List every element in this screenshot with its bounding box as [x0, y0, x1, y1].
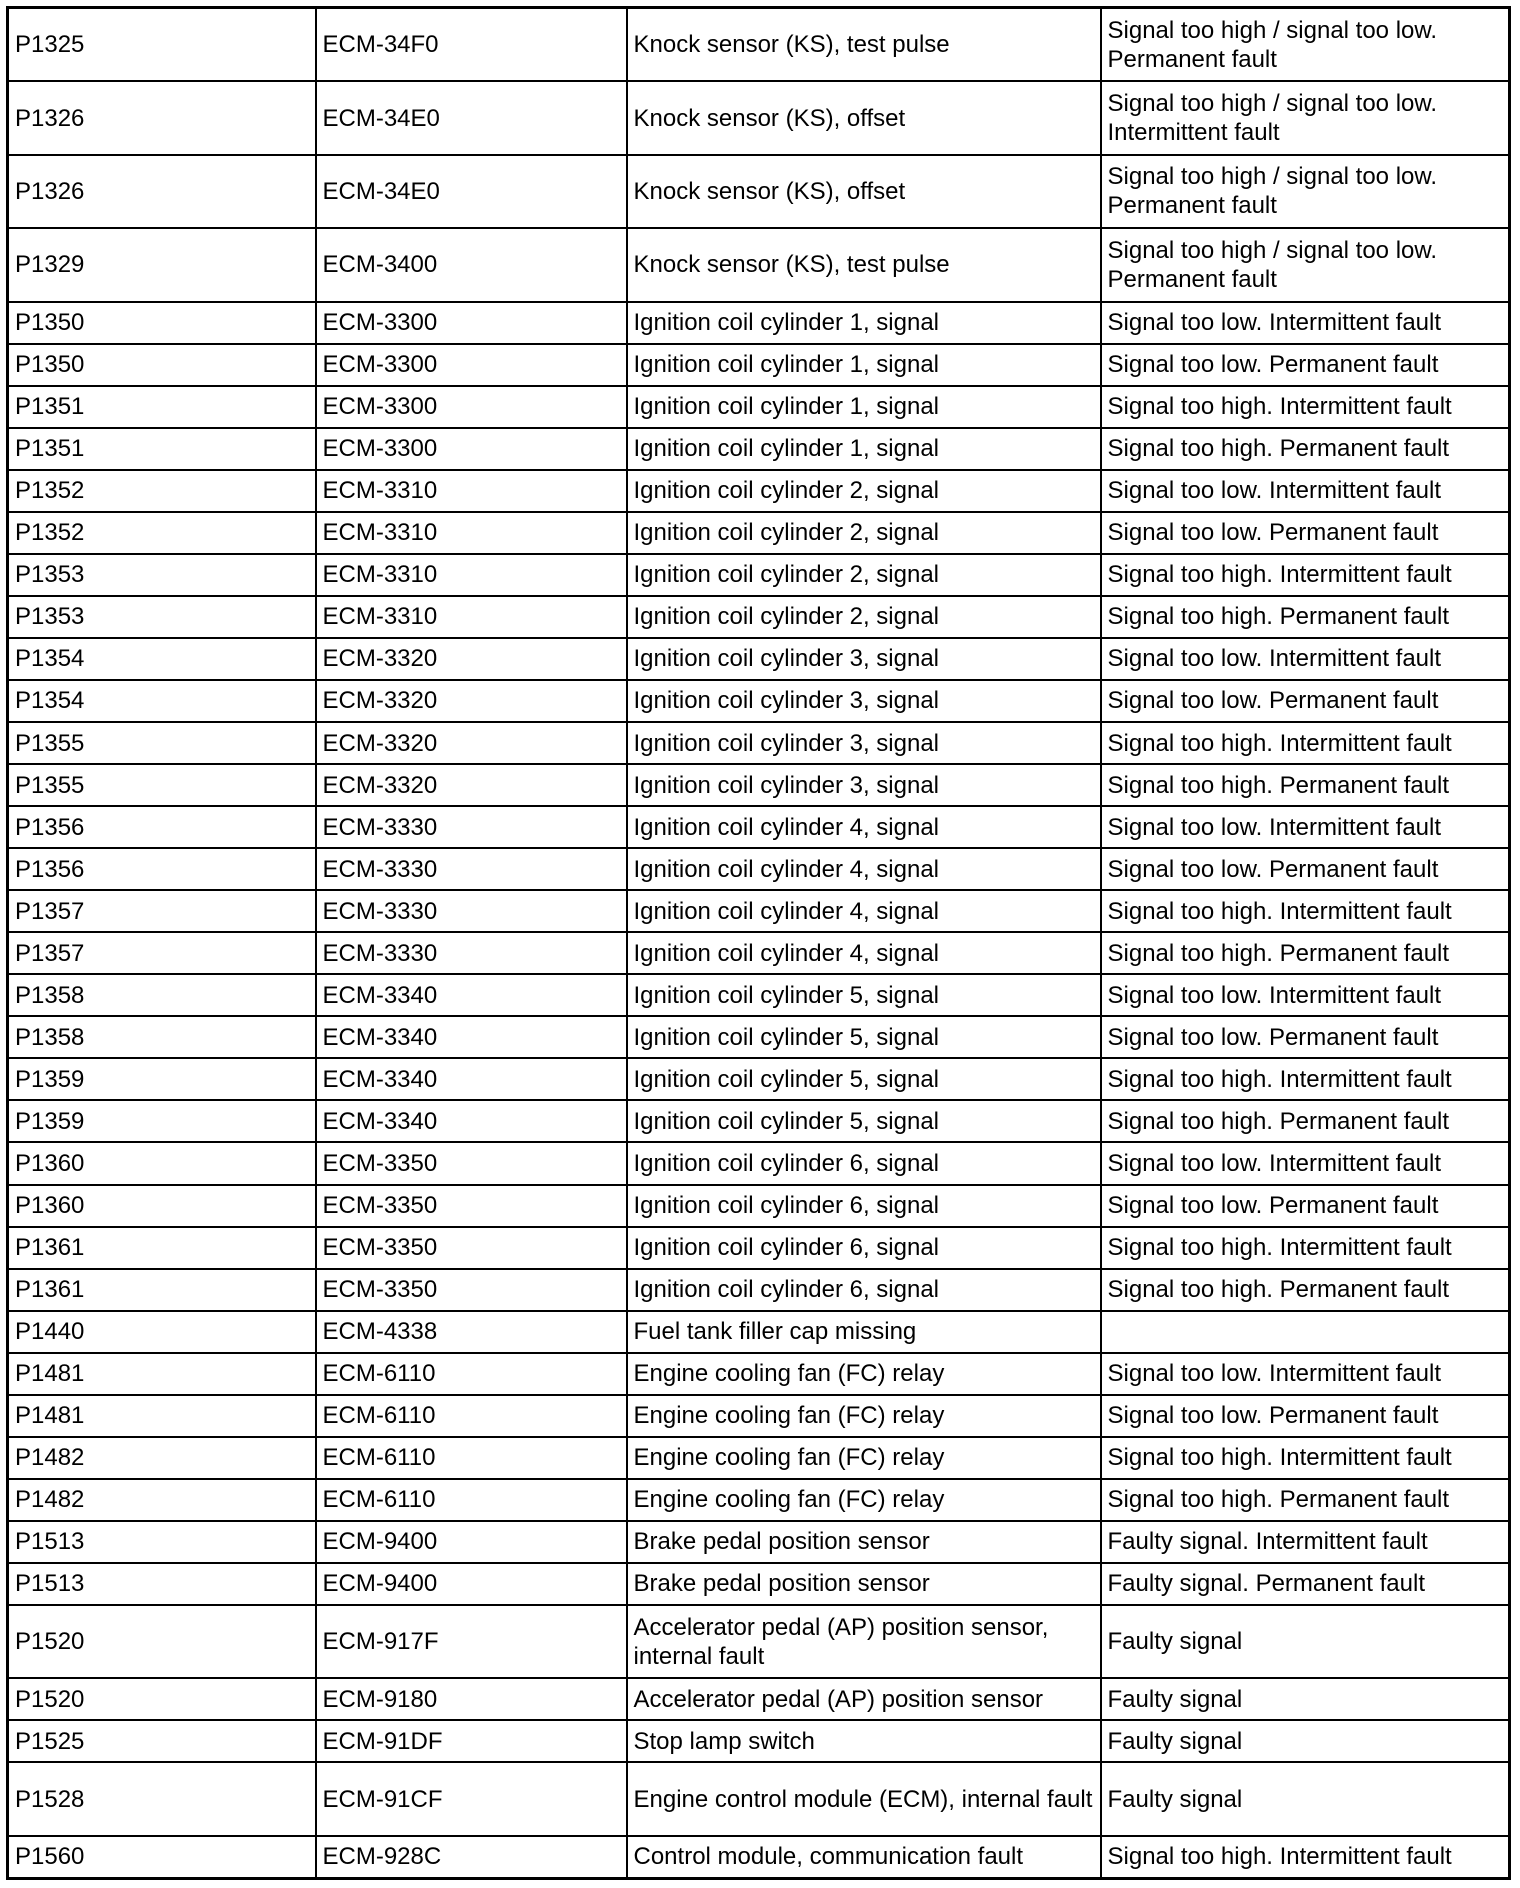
- dtc-code-cell: P1354: [8, 680, 316, 722]
- table-row: [8, 1100, 1510, 1142]
- fault-type-cell: Signal too high. Permanent fault: [1101, 1479, 1510, 1521]
- component-cell: Brake pedal position sensor: [627, 1563, 1101, 1605]
- ecm-code-cell: ECM-34F0: [316, 8, 627, 82]
- component-cell: Ignition coil cylinder 2, signal: [627, 512, 1101, 554]
- fault-type-cell: Signal too low. Intermittent fault: [1101, 470, 1510, 512]
- dtc-code-cell: P1482: [8, 1437, 316, 1479]
- ecm-code-cell: ECM-3400: [316, 228, 627, 301]
- fault-type-cell: Signal too low. Permanent fault: [1101, 1185, 1510, 1227]
- dtc-code-cell: P1481: [8, 1395, 316, 1437]
- fault-type-cell: Signal too high. Intermittent fault: [1101, 1836, 1510, 1879]
- dtc-code-cell: P1358: [8, 974, 316, 1016]
- fault-type-cell: Signal too high. Permanent fault: [1101, 932, 1510, 974]
- table-row: [8, 848, 1510, 890]
- ecm-code-cell: ECM-34E0: [316, 155, 627, 228]
- dtc-code-cell: P1361: [8, 1269, 316, 1311]
- component-cell: Ignition coil cylinder 3, signal: [627, 680, 1101, 722]
- fault-type-cell: Signal too high / signal too low. Permanent fault: [1101, 228, 1510, 301]
- dtc-code-cell: P1326: [8, 81, 316, 154]
- ecm-code-cell: ECM-3350: [316, 1269, 627, 1311]
- dtc-code-cell: P1481: [8, 1353, 316, 1395]
- table-row: [8, 344, 1510, 386]
- ecm-code-cell: ECM-3300: [316, 344, 627, 386]
- fault-type-cell: Signal too low. Permanent fault: [1101, 848, 1510, 890]
- fault-type-cell: Signal too low. Intermittent fault: [1101, 1353, 1510, 1395]
- dtc-code-cell: P1353: [8, 596, 316, 638]
- component-cell: Accelerator pedal (AP) position sensor, internal fault: [627, 1605, 1101, 1678]
- table-row: [8, 1521, 1510, 1563]
- dtc-code-cell: P1351: [8, 386, 316, 428]
- ecm-code-cell: ECM-6110: [316, 1479, 627, 1521]
- dtc-code-cell: P1352: [8, 470, 316, 512]
- table-row: [8, 228, 1510, 301]
- table-row: [8, 302, 1510, 344]
- dtc-code-cell: P1358: [8, 1016, 316, 1058]
- table-row: [8, 1605, 1510, 1678]
- ecm-code-cell: ECM-6110: [316, 1437, 627, 1479]
- ecm-code-cell: ECM-3330: [316, 806, 627, 848]
- dtc-code-cell: P1356: [8, 848, 316, 890]
- dtc-code-cell: P1356: [8, 806, 316, 848]
- dtc-code-cell: P1359: [8, 1058, 316, 1100]
- table-row: [8, 1142, 1510, 1184]
- fault-type-cell: Signal too high. Intermittent fault: [1101, 386, 1510, 428]
- dtc-code-cell: P1350: [8, 344, 316, 386]
- table-row: [8, 596, 1510, 638]
- dtc-code-cell: P1326: [8, 155, 316, 228]
- component-cell: Engine cooling fan (FC) relay: [627, 1395, 1101, 1437]
- component-cell: Ignition coil cylinder 5, signal: [627, 974, 1101, 1016]
- dtc-code-cell: P1357: [8, 890, 316, 932]
- dtc-code-cell: P1351: [8, 428, 316, 470]
- component-cell: Fuel tank filler cap missing: [627, 1311, 1101, 1353]
- ecm-code-cell: ECM-3320: [316, 764, 627, 806]
- dtc-code-cell: P1560: [8, 1836, 316, 1879]
- table-row: [8, 722, 1510, 764]
- table-row: [8, 1311, 1510, 1353]
- table-row: [8, 1762, 1510, 1835]
- ecm-code-cell: ECM-9400: [316, 1563, 627, 1605]
- ecm-code-cell: ECM-3350: [316, 1142, 627, 1184]
- component-cell: Ignition coil cylinder 1, signal: [627, 386, 1101, 428]
- component-cell: Ignition coil cylinder 4, signal: [627, 806, 1101, 848]
- ecm-code-cell: ECM-3340: [316, 1100, 627, 1142]
- component-cell: Knock sensor (KS), offset: [627, 81, 1101, 154]
- table-row: [8, 932, 1510, 974]
- table-row: [8, 1479, 1510, 1521]
- ecm-code-cell: ECM-3320: [316, 680, 627, 722]
- table-row: [8, 1353, 1510, 1395]
- component-cell: Ignition coil cylinder 1, signal: [627, 428, 1101, 470]
- dtc-code-cell: P1482: [8, 1479, 316, 1521]
- fault-type-cell: Signal too high / signal too low. Intermittent fault: [1101, 81, 1510, 154]
- fault-type-cell: Faulty signal: [1101, 1762, 1510, 1835]
- table-row: [8, 1185, 1510, 1227]
- fault-type-cell: Signal too high. Intermittent fault: [1101, 890, 1510, 932]
- component-cell: Ignition coil cylinder 4, signal: [627, 848, 1101, 890]
- table-row: [8, 1563, 1510, 1605]
- ecm-code-cell: ECM-3300: [316, 428, 627, 470]
- dtc-code-cell: P1359: [8, 1100, 316, 1142]
- fault-type-cell: [1101, 1311, 1510, 1353]
- table-row: [8, 1395, 1510, 1437]
- dtc-table: [6, 6, 1511, 1880]
- fault-type-cell: Signal too high / signal too low. Permanent fault: [1101, 8, 1510, 82]
- table-row: [8, 8, 1510, 82]
- ecm-code-cell: ECM-34E0: [316, 81, 627, 154]
- table-row: [8, 554, 1510, 596]
- component-cell: Ignition coil cylinder 5, signal: [627, 1016, 1101, 1058]
- ecm-code-cell: ECM-3350: [316, 1227, 627, 1269]
- component-cell: Ignition coil cylinder 3, signal: [627, 722, 1101, 764]
- component-cell: Ignition coil cylinder 1, signal: [627, 344, 1101, 386]
- fault-type-cell: Signal too low. Intermittent fault: [1101, 302, 1510, 344]
- dtc-code-cell: P1520: [8, 1605, 316, 1678]
- component-cell: Ignition coil cylinder 3, signal: [627, 764, 1101, 806]
- ecm-code-cell: ECM-3310: [316, 470, 627, 512]
- fault-type-cell: Signal too low. Permanent fault: [1101, 1395, 1510, 1437]
- ecm-code-cell: ECM-3330: [316, 932, 627, 974]
- fault-type-cell: Signal too high. Intermittent fault: [1101, 1058, 1510, 1100]
- ecm-code-cell: ECM-3310: [316, 512, 627, 554]
- ecm-code-cell: ECM-3340: [316, 1058, 627, 1100]
- component-cell: Ignition coil cylinder 4, signal: [627, 932, 1101, 974]
- fault-type-cell: Faulty signal. Permanent fault: [1101, 1563, 1510, 1605]
- table-row: [8, 638, 1510, 680]
- component-cell: Knock sensor (KS), offset: [627, 155, 1101, 228]
- component-cell: Ignition coil cylinder 2, signal: [627, 554, 1101, 596]
- dtc-code-cell: P1360: [8, 1185, 316, 1227]
- table-row: [8, 81, 1510, 154]
- dtc-code-cell: P1360: [8, 1142, 316, 1184]
- component-cell: Knock sensor (KS), test pulse: [627, 228, 1101, 301]
- dtc-code-cell: P1528: [8, 1762, 316, 1835]
- ecm-code-cell: ECM-9400: [316, 1521, 627, 1563]
- ecm-code-cell: ECM-3300: [316, 386, 627, 428]
- component-cell: Ignition coil cylinder 2, signal: [627, 596, 1101, 638]
- fault-type-cell: Signal too high. Permanent fault: [1101, 428, 1510, 470]
- component-cell: Ignition coil cylinder 1, signal: [627, 302, 1101, 344]
- component-cell: Ignition coil cylinder 6, signal: [627, 1227, 1101, 1269]
- dtc-code-cell: P1353: [8, 554, 316, 596]
- table-row: [8, 1269, 1510, 1311]
- fault-type-cell: Faulty signal: [1101, 1678, 1510, 1720]
- ecm-code-cell: ECM-3320: [316, 722, 627, 764]
- component-cell: Brake pedal position sensor: [627, 1521, 1101, 1563]
- component-cell: Stop lamp switch: [627, 1720, 1101, 1762]
- ecm-code-cell: ECM-91CF: [316, 1762, 627, 1835]
- dtc-code-cell: P1357: [8, 932, 316, 974]
- table-row: [8, 428, 1510, 470]
- ecm-code-cell: ECM-917F: [316, 1605, 627, 1678]
- fault-type-cell: Signal too low. Permanent fault: [1101, 512, 1510, 554]
- fault-type-cell: Faulty signal. Intermittent fault: [1101, 1521, 1510, 1563]
- dtc-code-cell: P1325: [8, 8, 316, 82]
- fault-type-cell: Signal too low. Intermittent fault: [1101, 1142, 1510, 1184]
- dtc-code-cell: P1440: [8, 1311, 316, 1353]
- component-cell: Knock sensor (KS), test pulse: [627, 8, 1101, 82]
- dtc-code-cell: P1354: [8, 638, 316, 680]
- ecm-code-cell: ECM-3350: [316, 1185, 627, 1227]
- fault-type-cell: Signal too low. Permanent fault: [1101, 680, 1510, 722]
- ecm-code-cell: ECM-3330: [316, 848, 627, 890]
- dtc-code-cell: P1525: [8, 1720, 316, 1762]
- ecm-code-cell: ECM-91DF: [316, 1720, 627, 1762]
- ecm-code-cell: ECM-9180: [316, 1678, 627, 1720]
- fault-type-cell: Signal too low. Permanent fault: [1101, 1016, 1510, 1058]
- ecm-code-cell: ECM-4338: [316, 1311, 627, 1353]
- dtc-code-cell: P1520: [8, 1678, 316, 1720]
- ecm-code-cell: ECM-928C: [316, 1836, 627, 1879]
- fault-type-cell: Signal too low. Permanent fault: [1101, 344, 1510, 386]
- ecm-code-cell: ECM-3300: [316, 302, 627, 344]
- table-row: [8, 155, 1510, 228]
- fault-type-cell: Signal too low. Intermittent fault: [1101, 638, 1510, 680]
- table-row: [8, 764, 1510, 806]
- component-cell: Ignition coil cylinder 3, signal: [627, 638, 1101, 680]
- fault-type-cell: Faulty signal: [1101, 1605, 1510, 1678]
- fault-type-cell: Signal too high. Intermittent fault: [1101, 1227, 1510, 1269]
- dtc-code-cell: P1329: [8, 228, 316, 301]
- ecm-code-cell: ECM-3340: [316, 1016, 627, 1058]
- fault-type-cell: Signal too high. Permanent fault: [1101, 1100, 1510, 1142]
- fault-type-cell: Signal too low. Intermittent fault: [1101, 974, 1510, 1016]
- table-row: [8, 974, 1510, 1016]
- dtc-code-cell: P1513: [8, 1521, 316, 1563]
- table-row: [8, 890, 1510, 932]
- component-cell: Ignition coil cylinder 6, signal: [627, 1185, 1101, 1227]
- component-cell: Engine control module (ECM), internal fault: [627, 1762, 1101, 1835]
- fault-type-cell: Signal too high. Intermittent fault: [1101, 722, 1510, 764]
- fault-type-cell: Signal too high. Permanent fault: [1101, 764, 1510, 806]
- fault-type-cell: Signal too high / signal too low. Permanent fault: [1101, 155, 1510, 228]
- ecm-code-cell: ECM-6110: [316, 1353, 627, 1395]
- table-row: [8, 512, 1510, 554]
- ecm-code-cell: ECM-3340: [316, 974, 627, 1016]
- fault-type-cell: Signal too high. Intermittent fault: [1101, 554, 1510, 596]
- dtc-code-cell: P1513: [8, 1563, 316, 1605]
- component-cell: Ignition coil cylinder 4, signal: [627, 890, 1101, 932]
- table-row: [8, 1836, 1510, 1879]
- ecm-code-cell: ECM-3310: [316, 554, 627, 596]
- ecm-code-cell: ECM-3320: [316, 638, 627, 680]
- component-cell: Ignition coil cylinder 6, signal: [627, 1269, 1101, 1311]
- table-row: [8, 1227, 1510, 1269]
- ecm-code-cell: ECM-6110: [316, 1395, 627, 1437]
- dtc-code-cell: P1355: [8, 722, 316, 764]
- ecm-code-cell: ECM-3310: [316, 596, 627, 638]
- component-cell: Ignition coil cylinder 5, signal: [627, 1058, 1101, 1100]
- fault-type-cell: Signal too low. Intermittent fault: [1101, 806, 1510, 848]
- table-row: [8, 1058, 1510, 1100]
- ecm-code-cell: ECM-3330: [316, 890, 627, 932]
- component-cell: Engine cooling fan (FC) relay: [627, 1353, 1101, 1395]
- table-row: [8, 1016, 1510, 1058]
- fault-type-cell: Signal too high. Permanent fault: [1101, 1269, 1510, 1311]
- dtc-code-cell: P1350: [8, 302, 316, 344]
- dtc-code-cell: P1361: [8, 1227, 316, 1269]
- component-cell: Engine cooling fan (FC) relay: [627, 1437, 1101, 1479]
- component-cell: Ignition coil cylinder 6, signal: [627, 1142, 1101, 1184]
- fault-type-cell: Signal too high. Intermittent fault: [1101, 1437, 1510, 1479]
- component-cell: Engine cooling fan (FC) relay: [627, 1479, 1101, 1521]
- dtc-code-cell: P1352: [8, 512, 316, 554]
- table-row: [8, 1437, 1510, 1479]
- component-cell: Ignition coil cylinder 5, signal: [627, 1100, 1101, 1142]
- table-row: [8, 386, 1510, 428]
- table-row: [8, 680, 1510, 722]
- component-cell: Ignition coil cylinder 2, signal: [627, 470, 1101, 512]
- table-row: [8, 806, 1510, 848]
- table-row: [8, 1720, 1510, 1762]
- component-cell: Control module, communication fault: [627, 1836, 1101, 1879]
- table-row: [8, 1678, 1510, 1720]
- dtc-table-body: [8, 8, 1510, 1879]
- table-row: [8, 470, 1510, 512]
- fault-type-cell: Faulty signal: [1101, 1720, 1510, 1762]
- dtc-code-cell: P1355: [8, 764, 316, 806]
- component-cell: Accelerator pedal (AP) position sensor: [627, 1678, 1101, 1720]
- fault-type-cell: Signal too high. Permanent fault: [1101, 596, 1510, 638]
